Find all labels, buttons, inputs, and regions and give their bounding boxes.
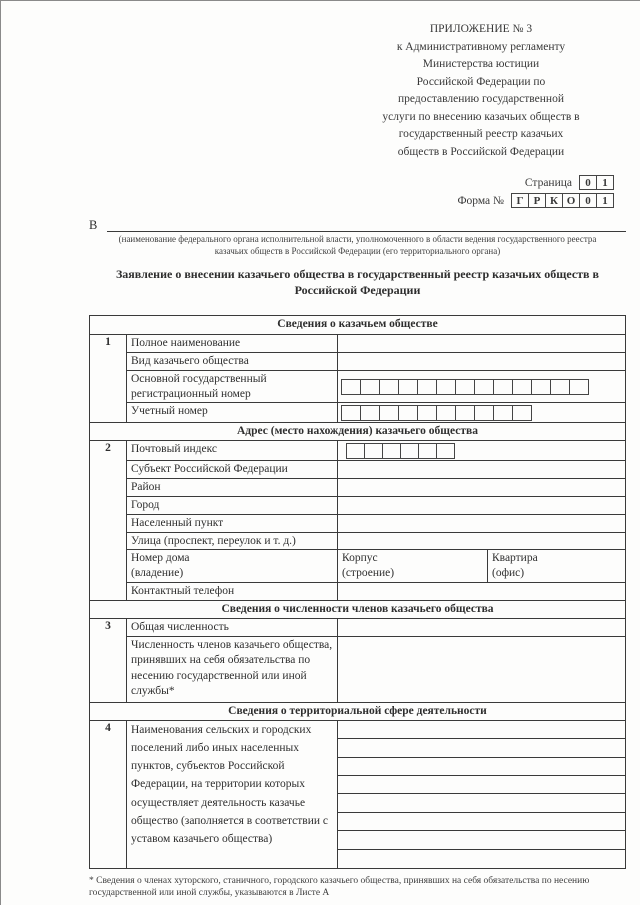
addressee-note: (наименование федерального органа исполнительной власти, уполномоченного в области ведения государственного реестра казачьих обществ в Российской Федерации (его территориального органа) [118,234,597,256]
digit-box[interactable] [493,379,513,395]
code-box: 0 [579,193,597,208]
street-input[interactable] [337,533,625,550]
kind-input[interactable] [337,353,625,370]
digit-box[interactable] [455,379,475,395]
appendix-line: Министерства юстиции [422,58,540,70]
digit-box[interactable] [512,405,532,421]
form-title: Заявление о внесении казачьего общества в государственный реестр казачьих обществ в Российской Федерации [115,267,600,297]
region-input[interactable] [337,461,625,478]
form-number-label: Форма № [457,194,504,207]
digit-box[interactable] [379,379,399,395]
section-address [90,440,625,599]
application-form-table [89,315,626,869]
section-territory [90,720,625,868]
appendix-line: Российской Федерации по [416,75,546,88]
apartment-label: Квартира (офис) [492,552,538,580]
digit-box[interactable] [400,443,419,459]
code-box: Г [511,193,529,208]
service-members-label: Численность членов казачьего общества, принявших на себя обязательства по несению государственной или иной службы* [131,638,333,698]
apartment-cell[interactable] [487,550,625,582]
field-row-postal [127,441,625,460]
building-label: Корпус (строение) [342,552,395,580]
form-codes [457,175,614,211]
page-number-boxes [579,175,614,190]
row-number-2: 2 [105,442,111,455]
section-society [90,334,625,422]
page-number-row [457,175,614,190]
kind-label: Вид казачьего общества [131,355,249,367]
phone-label: Контактный телефон [131,584,235,597]
territory-write-lines [337,721,625,868]
section-header-membership: Сведения о численности членов казачьего общества [90,600,625,618]
digit-box[interactable] [364,443,383,459]
field-row-settlement [127,514,625,532]
digit-box[interactable] [474,379,494,395]
field-row-account-number [127,402,625,422]
service-members-input[interactable] [337,637,625,702]
digit-box[interactable] [360,405,380,421]
digit-box[interactable] [382,443,401,459]
digit-box[interactable] [398,379,418,395]
digit-box[interactable] [341,405,361,421]
house-label: Номер дома (владение) [131,552,190,580]
phone-input[interactable] [337,583,625,600]
appendix-line: предоставлению государственной [398,93,564,105]
digit-box[interactable] [436,379,456,395]
page-number-label: Страница [524,176,572,189]
row-number-1: 1 [105,336,111,348]
digit-box[interactable] [346,443,365,459]
section-membership [90,618,625,702]
code-box: 1 [596,193,614,208]
addressee-line [89,217,626,232]
street-label: Улица (проспект, переулок и т. д.) [131,534,296,547]
postal-code-boxes [337,441,625,460]
total-members-input[interactable] [337,619,625,636]
city-label: Город [131,498,160,511]
digit-box[interactable] [341,379,361,395]
field-row-city [127,496,625,514]
territory-write-line[interactable] [338,813,625,831]
code-box: О [562,193,580,208]
appendix-heading [336,21,626,161]
territory-write-line[interactable] [338,721,625,739]
digit-box[interactable] [493,405,513,421]
row-number-3: 3 [105,619,111,632]
field-row-ogrn [127,370,625,403]
full-name-input[interactable] [337,335,625,352]
territory-write-line[interactable] [338,794,625,812]
field-row-kind [127,352,625,370]
form-number-row [457,193,614,208]
addressee-input-line[interactable] [107,217,626,232]
digit-box[interactable] [455,405,475,421]
city-input[interactable] [337,497,625,514]
code-box: 1 [596,175,614,190]
form-number-boxes [511,193,614,208]
territory-label: Наименования сельских и городских поселений либо иных населенных пунктов, субъектов Российской Федерации, на территории которых осуществляет деятельность казачье общество (заполняется в соответствии с уставом казачьего общества) [131,723,329,845]
field-row-house-building-apartment [127,549,625,582]
settlement-label: Населенный пункт [131,516,224,529]
ogrn-boxes [337,371,625,403]
appendix-line: ПРИЛОЖЕНИЕ № 3 [429,23,533,35]
digit-box[interactable] [417,379,437,395]
code-box: К [545,193,563,208]
account-number-label: Учетный номер [131,405,208,418]
digit-box[interactable] [398,405,418,421]
district-label: Район [131,481,161,494]
settlement-input[interactable] [337,515,625,532]
section-header-address: Адрес (место нахождения) казачьего общества [90,422,625,440]
ogrn-label: Основной государственный регистрационный номер [131,372,267,400]
digit-box[interactable] [569,379,589,395]
field-row-street [127,532,625,550]
digit-box[interactable] [531,379,551,395]
region-label: Субъект Российской Федерации [131,463,288,476]
digit-box[interactable] [436,405,456,421]
postal-label: Почтовый индекс [131,443,218,456]
section-header-society: Сведения о казачьем обществе [277,318,438,330]
territory-write-line[interactable] [338,850,625,868]
field-row-total-members [127,619,625,636]
addressee-prefix: В [89,218,98,232]
building-cell[interactable] [337,550,487,582]
appendix-line: услуги по внесению казачьих обществ в [382,110,580,123]
row-number-4: 4 [105,721,111,734]
code-box: Р [528,193,546,208]
appendix-line: государственный реестр казачьих [398,128,564,140]
code-box: 0 [579,175,597,190]
field-row-district [127,478,625,496]
field-row-phone [127,582,625,600]
field-row-region [127,460,625,478]
digit-box[interactable] [360,379,380,395]
section-header-territory: Сведения о территориальной сфере деятельности [90,702,625,720]
territory-write-line[interactable] [338,739,625,757]
digit-box[interactable] [379,405,399,421]
digit-box[interactable] [418,443,437,459]
appendix-line: обществ в Российской Федерации [397,145,565,158]
field-row-territory [127,721,625,868]
section-membership-rows [126,619,625,702]
house-cell[interactable] [127,550,337,582]
district-input[interactable] [337,479,625,496]
digit-box[interactable] [417,405,437,421]
section-society-rows [126,335,625,422]
account-number-boxes [337,403,625,422]
territory-write-line[interactable] [338,831,625,849]
digit-box[interactable] [550,379,570,395]
full-name-label: Полное наименование [131,337,241,349]
field-row-full-name [127,335,625,352]
field-row-service-members [127,636,625,702]
appendix-line: к Административному регламенту [396,40,566,53]
total-members-label: Общая численность [131,620,229,633]
section-address-rows [126,441,625,599]
territory-write-line[interactable] [338,776,625,794]
addressee-block [89,217,626,257]
footnote: * Сведения о членах хуторского, станичного, городского казачьего общества, принявших на себя обязательства по несению государственной или иной службы, указываются в Листе А [89,876,590,898]
digit-box[interactable] [474,405,494,421]
territory-write-line[interactable] [338,758,625,776]
section-territory-rows [126,721,625,868]
digit-box[interactable] [512,379,532,395]
digit-box[interactable] [436,443,455,459]
